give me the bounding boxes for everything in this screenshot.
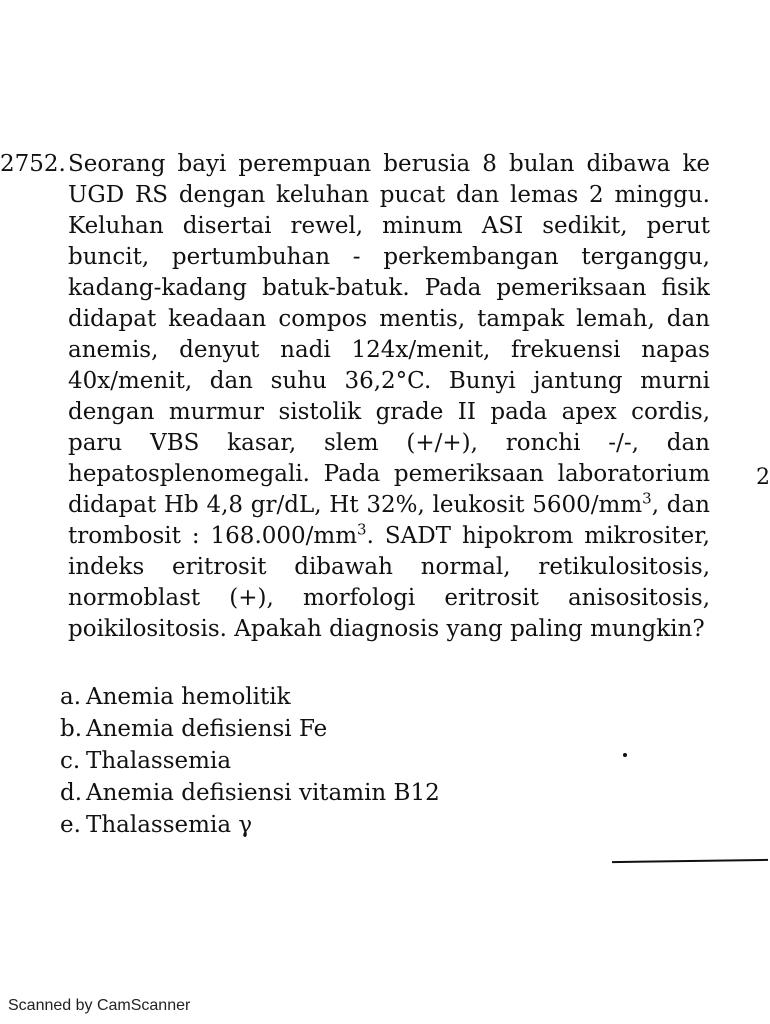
option-d [60,777,440,809]
option-e [60,809,440,841]
option-letter: a. [60,684,82,710]
answer-options [60,681,440,841]
stray-dot [623,753,627,757]
option-c [60,745,440,777]
option-text: Anemia defisiensi Fe [86,716,328,742]
option-text: Anemia hemolitik [86,684,291,710]
margin-mark: 2 [756,465,770,490]
option-a [60,681,440,713]
option-text: Thalassemia [86,748,232,774]
question-text-main: Seorang bayi perempuan berusia 8 bulan dibawa ke UGD RS dengan keluhan pucat dan lemas 2 minggu. Keluhan disertai rewel, minum ASI sedikit, perut buncit, pertumbuhan - perkembangan terganggu, kadang-kadang batuk-batuk. Pada pemeriksaan fisik didapat keadaan compos mentis, tampak lemah, dan anemis, denyut nadi 124x/menit, frekuensi napas 40x/menit, dan suhu 36,2°C. Bunyi jantung murni dengan murmur sistolik grade II pada apex cordis, paru VBS kasar, slem (+/+), ronchi -/-, dan hepatosplenomegali. Pada pemeriksaan laboratorium didapat Hb 4,8 gr/dL, Ht 32%, leukosit 5600/mm [68,151,710,518]
option-letter: e. [60,812,81,838]
option-text: Anemia defisiensi vitamin B12 [86,780,440,806]
question-number: 2752. [0,151,66,177]
question-text-mid: , dan trombosit : 168.000/mm [68,492,710,549]
option-b [60,713,440,745]
option-letter: b. [60,716,83,742]
pen-underline [612,859,768,863]
option-text: Thalassemia γ [86,812,253,838]
question-text-end: . SADT hipokrom mikrositer, indeks eritrosit dibawah normal, retikulositosis, normoblast (+), morfologi eritrosit anisositosis, poikilositosis. Apakah diagnosis yang paling mungkin? [68,523,710,642]
scanner-watermark: Scanned by CamScanner [8,997,191,1014]
option-letter: c. [60,748,81,774]
unit-exponent: 3 [642,489,652,508]
option-letter: d. [60,780,83,806]
unit-exponent: 3 [357,520,367,539]
question-text [68,149,710,645]
